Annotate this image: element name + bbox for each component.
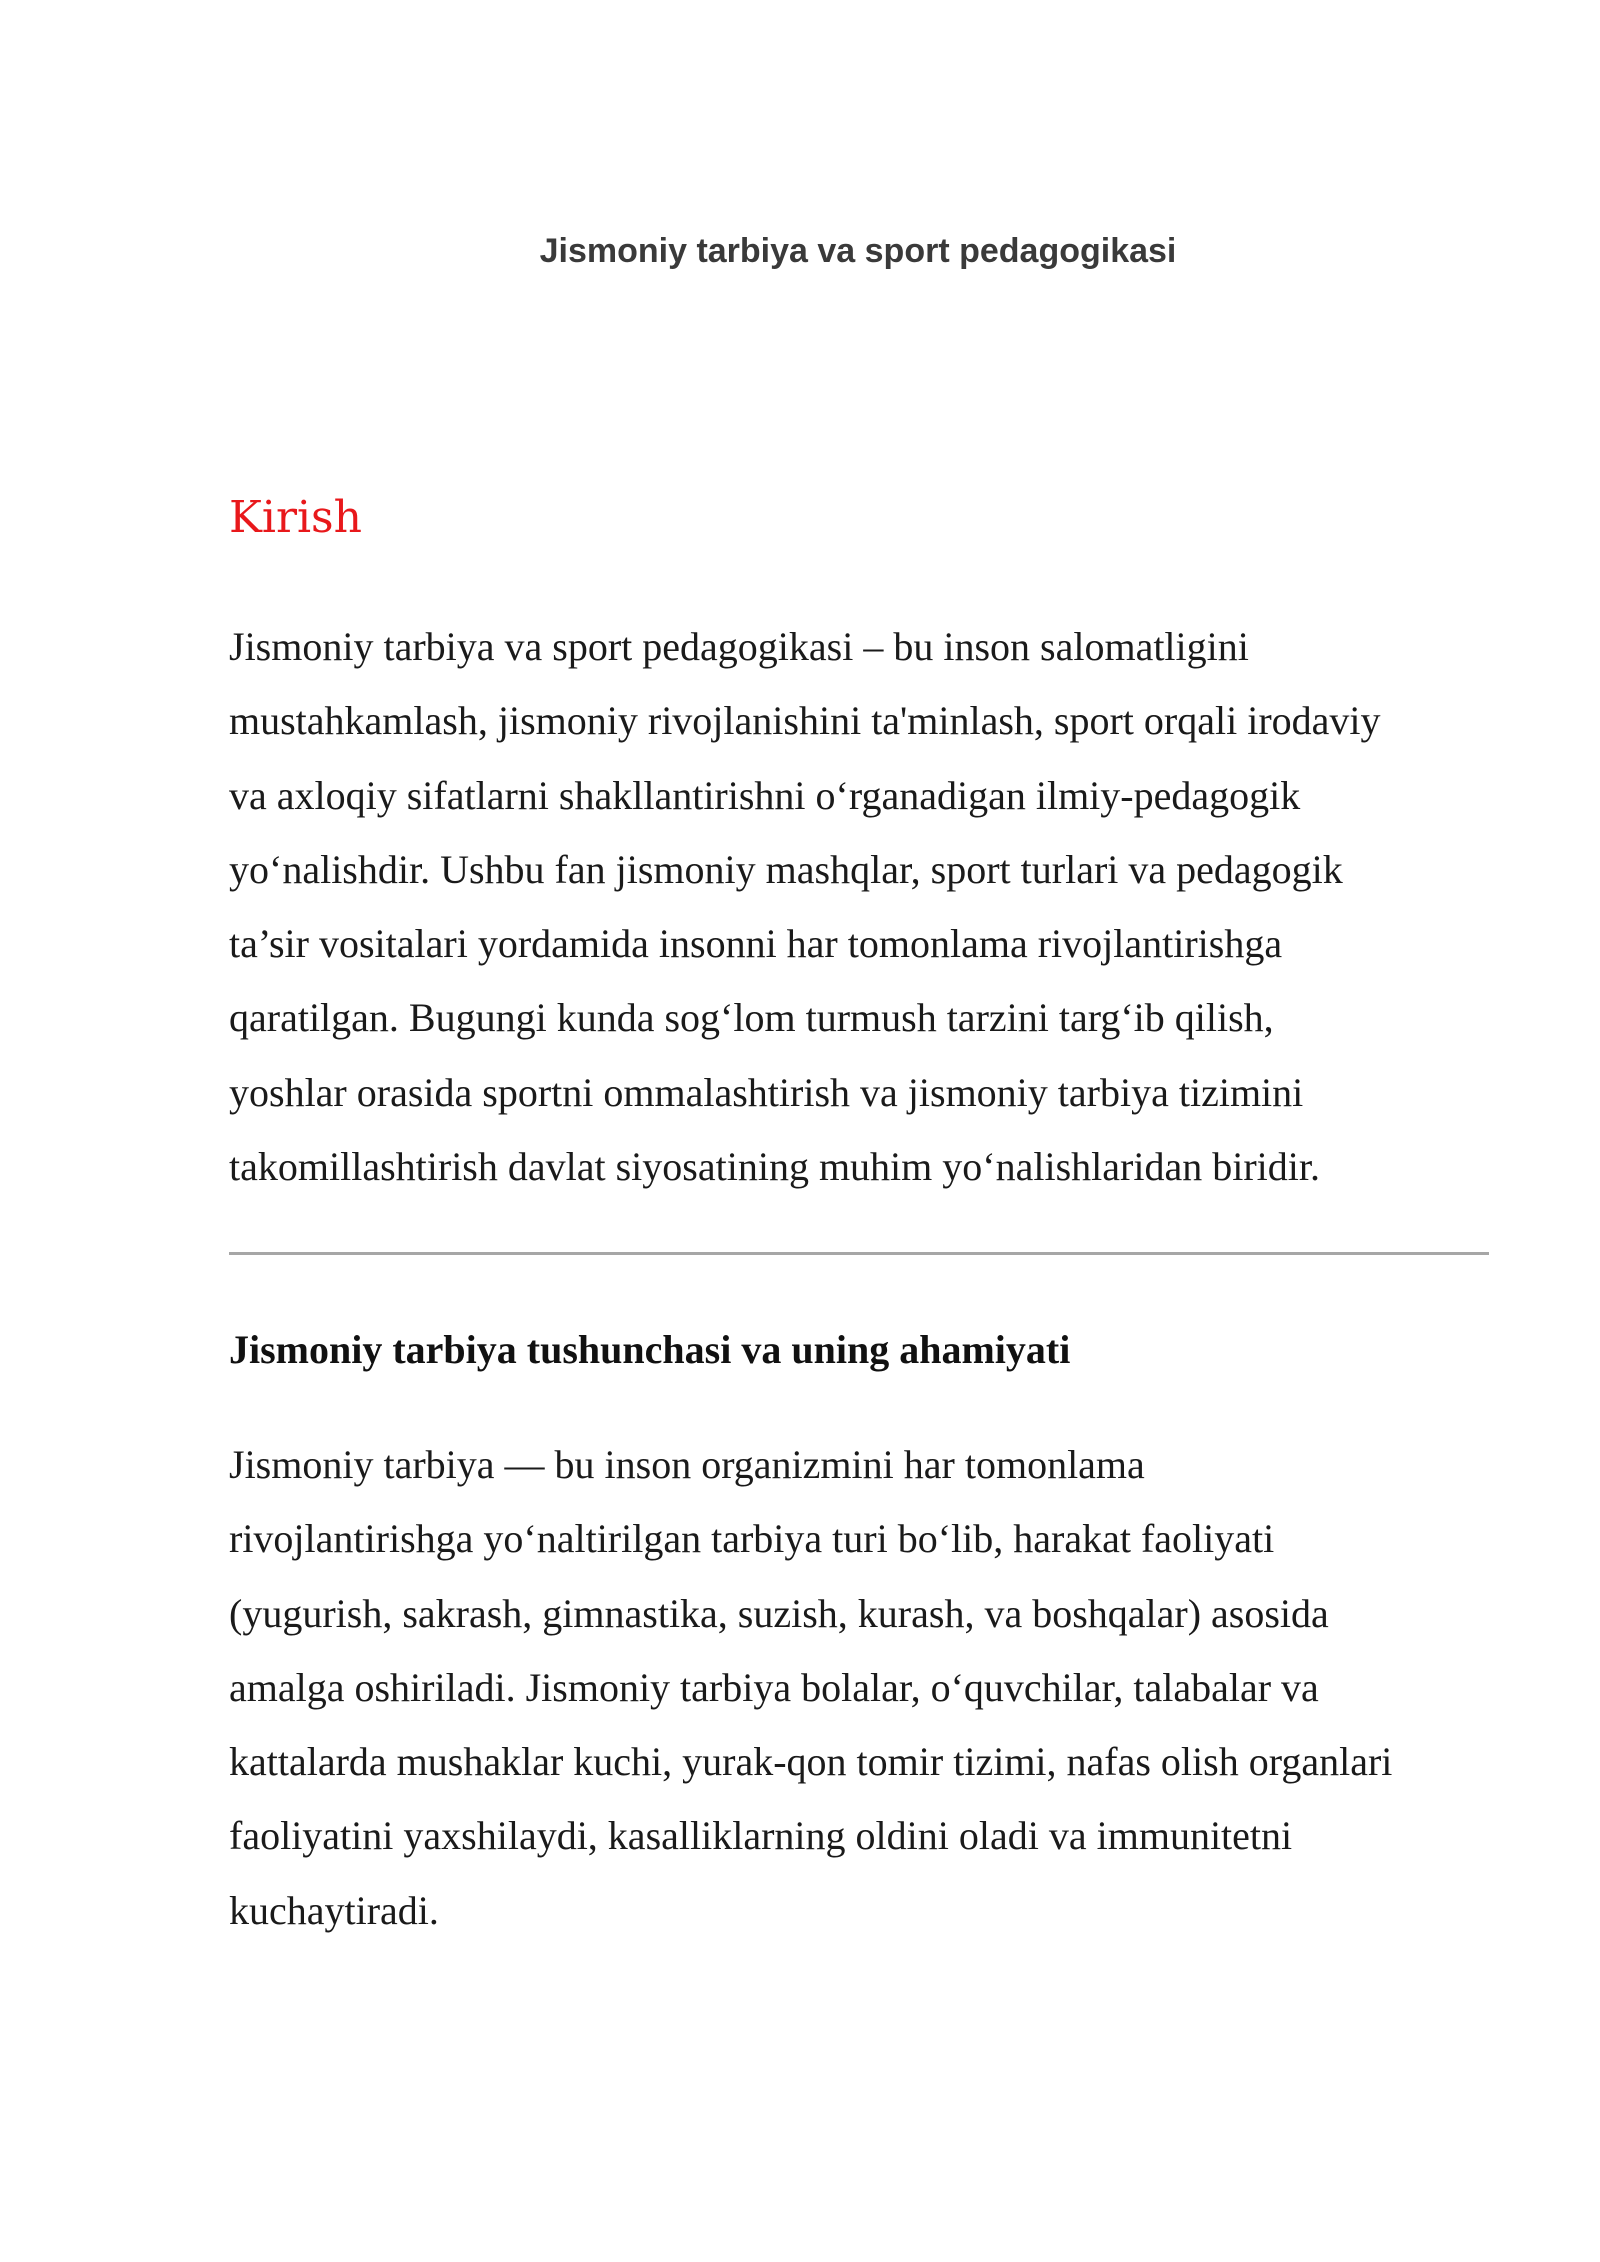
paragraph-line: Jismoniy tarbiya va sport pedagogikasi – bu inson salomatligini (229, 624, 1249, 669)
paragraph-line: rivojlantirishga yo‘naltirilgan tarbiya turi bo‘lib, harakat faoliyati (229, 1516, 1275, 1562)
paragraph-line: Jismoniy tarbiya — bu inson organizmini har tomonlama (229, 1442, 1145, 1487)
section-heading: Jismoniy tarbiya tushunchasi va uning ahamiyati (229, 1327, 1071, 1372)
paragraph-line: va axloqiy sifatlarni shakllantirishni o‘rganadigan ilmiy-pedagogik (229, 772, 1301, 818)
intro-heading: Kirish (229, 492, 362, 543)
paragraph-line: (yugurish, sakrash, gimnastika, suzish, kurash, va boshqalar) asosida (229, 1590, 1329, 1636)
paragraph-line: kuchaytiradi. (229, 1887, 439, 1933)
document-title: Jismoniy tarbiya va sport pedagogikasi (539, 232, 1177, 270)
paragraph-line: takomillashtirish davlat siyosatining muhim yo‘nalishlaridan biridir. (229, 1144, 1320, 1190)
paragraph-line: faoliyatini yaxshilaydi, kasalliklarning oldini oladi va immunitetni (229, 1813, 1293, 1859)
paragraph-line: yoshlar orasida sportni ommalashtirish va jismoniy tarbiya tizimini (229, 1069, 1304, 1115)
paragraph-line: yo‘nalishdir. Ushbu fan jismoniy mashqlar, sport turlari va pedagogik (229, 846, 1343, 892)
intro-paragraph (229, 610, 1489, 1204)
paragraph-line: amalga oshiriladi. Jismoniy tarbiya bolalar, o‘quvchilar, talabalar va (229, 1664, 1319, 1710)
section-paragraph (229, 1428, 1489, 1948)
horizontal-divider (229, 1252, 1489, 1255)
paragraph-line: mustahkamlash, jismoniy rivojlanishini ta'minlash, sport orqali irodaviy (229, 698, 1381, 744)
paragraph-line: kattalarda mushaklar kuchi, yurak-qon tomir tizimi, nafas olish organlari (229, 1739, 1393, 1785)
paragraph-line: ta’sir vositalari yordamida insonni har tomonlama rivojlantirishga (229, 921, 1283, 967)
paragraph-line: qaratilgan. Bugungi kunda sog‘lom turmush tarzini targ‘ib qilish, (229, 995, 1274, 1041)
